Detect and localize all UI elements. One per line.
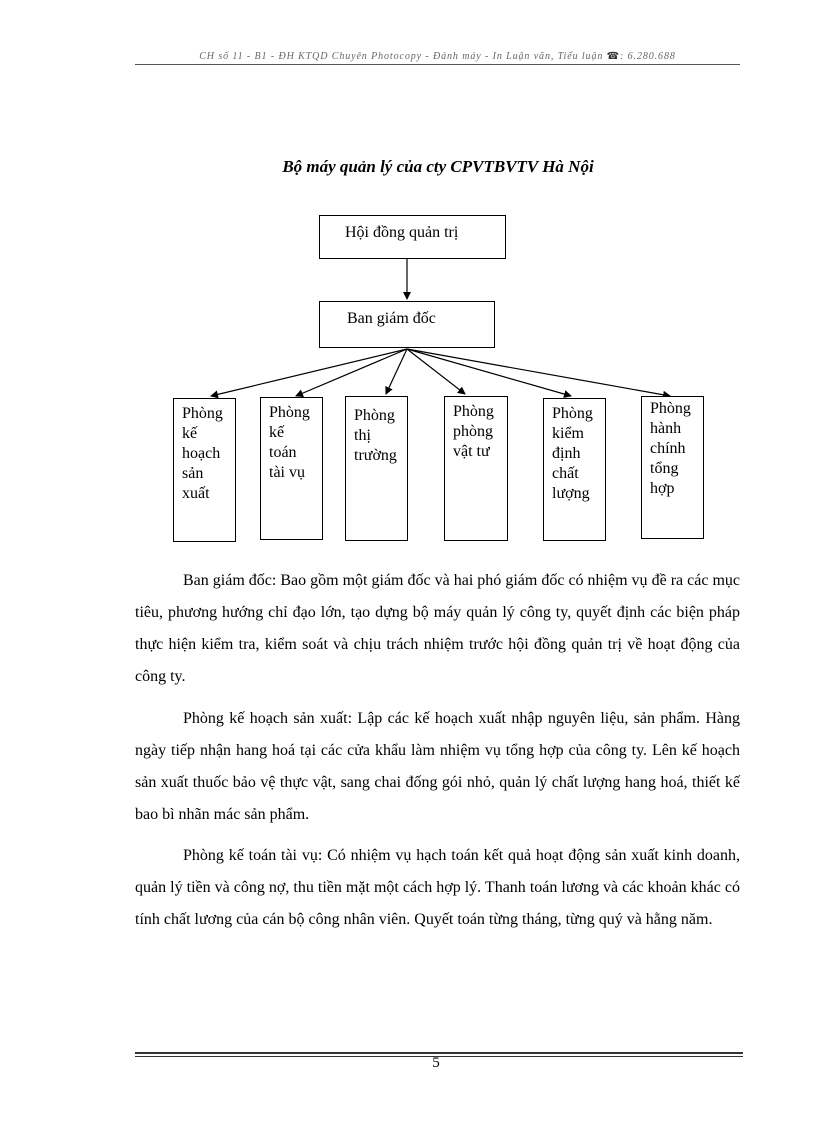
dept-line: thị	[354, 427, 371, 444]
dept-line: hành	[650, 420, 682, 437]
footer-rule	[135, 1052, 743, 1054]
dept-line: chất	[552, 465, 579, 482]
dept-line: Phòng	[269, 404, 310, 421]
dept-line: lượng	[552, 485, 590, 502]
paragraph-text: Phòng kế hoạch sản xuất: Lập các kế hoạch xuất nhập nguyên liệu, sản phẩm. Hàng ngày tiếp nhận hang hoá tại các cửa khẩu làm nhiệm vụ tổng hợp của công ty. Lên kế hoạch sản xuất thuốc bảo vệ thực vật, sang chai đống gói nhỏ, quản lý chất lượng hang hoá, thiết kế bao bì nhãn mác sản phẩm.	[135, 710, 740, 823]
phone-icon: ☎	[606, 51, 621, 62]
board-of-directors-label: Hội đồng quản trị	[345, 224, 459, 241]
paragraph-accounting	[135, 840, 740, 936]
dept-line: toán	[269, 444, 297, 461]
paragraph-text: Ban giám đốc: Bao gồm một giám đốc và hai phó giám đốc có nhiệm vụ đề ra các mục tiêu, phương hướng chỉ đạo lớn, tạo dựng bộ máy quản lý công ty, quyết định các biện pháp thực hiện kiểm tra, kiểm soát và chịu trách nhiệm trước hội đồng quản trị về hoạt động của công ty.	[135, 572, 740, 685]
dept-line: kế	[269, 424, 285, 441]
dept-line: kiểm	[552, 425, 584, 442]
paragraph-text: Phòng kế toán tài vụ: Có nhiệm vụ hạch toán kết quả hoạt động sản xuất kinh doanh, quản lý tiền và công nợ, thu tiền mặt một cách hợp lý. Thanh toán lương và các khoản khác có tính chất lương của cán bộ công nhân viên. Quyết toán từng tháng, từng quý và hằng năm.	[135, 847, 740, 928]
dept-box-accounting	[260, 397, 323, 540]
page-header	[135, 51, 740, 62]
connector-to-dept-5	[407, 349, 571, 396]
management-box	[319, 301, 495, 348]
dept-line: Phòng	[453, 403, 494, 420]
dept-line: xuất	[182, 485, 210, 502]
connector-to-dept-6	[407, 349, 670, 396]
dept-line: kế	[182, 425, 198, 442]
header-phone: : 6.280.688	[620, 51, 676, 62]
dept-line: vật tư	[453, 443, 490, 460]
dept-line: Phòng	[552, 405, 593, 422]
dept-line: hợp	[650, 480, 675, 497]
header-text: CH số 11 - B1 - ĐH KTQD Chuyên Photocopy - Đánh máy - In Luận văn, Tiểu luận	[199, 51, 604, 62]
dept-line: hoạch	[182, 445, 221, 462]
dept-box-administration	[641, 396, 704, 539]
dept-line: Phòng	[182, 405, 223, 422]
dept-line: Phòng	[354, 407, 395, 424]
dept-line: trường	[354, 447, 397, 464]
dept-box-quality-control	[543, 398, 606, 541]
dept-box-market	[345, 396, 408, 541]
dept-line: tài vụ	[269, 464, 305, 481]
page-number: 5	[432, 1055, 440, 1071]
paragraph-production-planning	[135, 703, 740, 831]
dept-line: chính	[650, 440, 686, 457]
dept-box-production-planning	[173, 398, 236, 542]
connector-to-dept-4	[407, 349, 465, 394]
dept-line: Phòng	[650, 400, 691, 417]
paragraph-management	[135, 565, 740, 693]
dept-box-materials	[444, 396, 508, 541]
dept-line: phòng	[453, 423, 493, 440]
header-rule	[135, 64, 740, 65]
connector-to-dept-2	[296, 349, 407, 396]
connector-to-dept-1	[211, 349, 407, 396]
connector-to-dept-3	[386, 349, 407, 394]
board-of-directors-box	[319, 215, 506, 259]
dept-line: tổng	[650, 460, 679, 477]
management-label: Ban giám đốc	[347, 310, 436, 327]
dept-line: định	[552, 445, 581, 462]
dept-line: sản	[182, 465, 204, 482]
chart-title: Bộ máy quản lý của cty CPVTBVTV Hà Nội	[282, 157, 594, 176]
